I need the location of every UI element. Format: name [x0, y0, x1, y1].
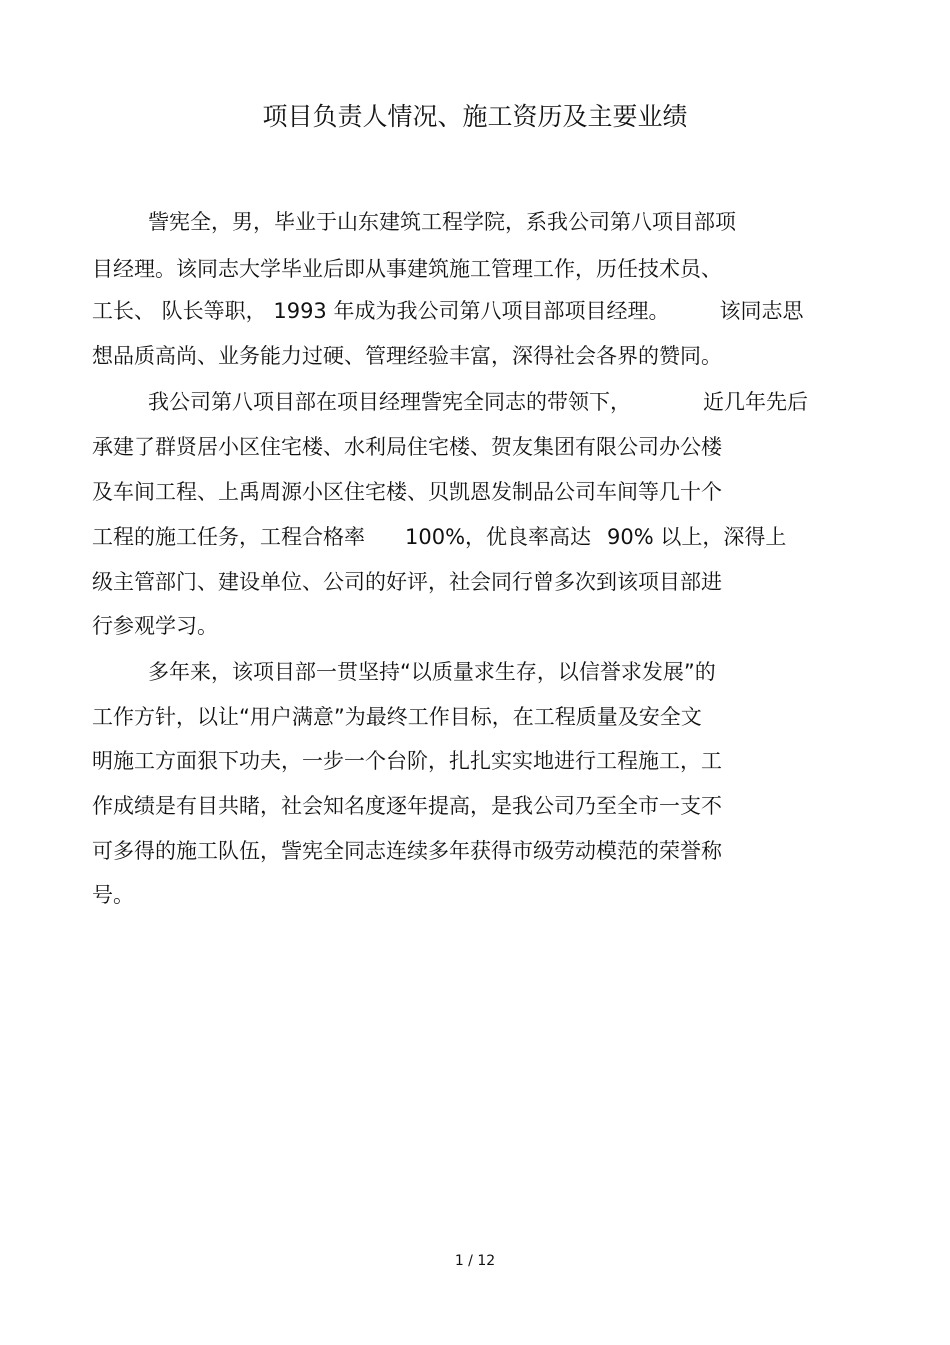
paragraph-line: 想品质高尚、业务能力过硬、管理经验丰富，深得社会各界的赞同。 — [92, 344, 722, 368]
line-segment: 工程的施工任务，工程合格率 — [92, 525, 365, 549]
line-segment: 工长、 队长等职， 1993 年成为我公司第八项目部项目经理。 — [92, 299, 670, 323]
paragraph-line: 承建了群贤居小区住宅楼、水利局住宅楼、贺友集团有限公司办公楼 — [92, 435, 722, 459]
paragraph-line: 行参观学习。 — [92, 614, 218, 638]
paragraph-line: 明施工方面狠下功夫，一步一个台阶，扎扎实实地进行工程施工，工 — [92, 749, 722, 773]
paragraph-line — [92, 295, 803, 327]
paragraph-line — [148, 386, 808, 418]
paragraph-line: 号。 — [92, 883, 134, 907]
paragraph-line: 工作方针，以让“用户满意”为最终工作目标，在工程质量及安全文 — [92, 705, 702, 729]
paragraph-line — [92, 521, 786, 553]
line-segment: 该同志思 — [719, 299, 804, 323]
paragraph-line: 多年来，该项目部一贯坚持“以质量求生存，以信誉求发展”的 — [148, 660, 716, 684]
line-segment: 我公司第八项目部在项目经理訾宪全同志的带领下， — [148, 390, 631, 414]
paragraph-line: 作成绩是有目共睹，社会知名度逐年提高，是我公司乃至全市一支不 — [92, 794, 722, 818]
paragraph-line: 訾宪全，男，毕业于山东建筑工程学院，系我公司第八项目部项 — [148, 210, 736, 234]
paragraph-line: 级主管部门、建设单位、公司的好评，社会同行曾多次到该项目部进 — [92, 570, 722, 594]
paragraph-line: 目经理。该同志大学毕业后即从事建筑施工管理工作，历任技术员、 — [92, 257, 722, 281]
line-segment: 100%，优良率高达 — [405, 525, 592, 549]
line-segment: 近几年先后 — [703, 390, 808, 414]
page-number: 1 / 12 — [454, 1253, 496, 1269]
document-title: 项目负责人情况、施工资历及主要业绩 — [262, 102, 688, 131]
line-segment: 90% 以上，深得上 — [607, 525, 787, 549]
paragraph-line: 及车间工程、上禹周源小区住宅楼、贝凯恩发制品公司车间等几十个 — [92, 480, 722, 504]
paragraph-line: 可多得的施工队伍，訾宪全同志连续多年获得市级劳动模范的荣誉称 — [92, 839, 722, 863]
